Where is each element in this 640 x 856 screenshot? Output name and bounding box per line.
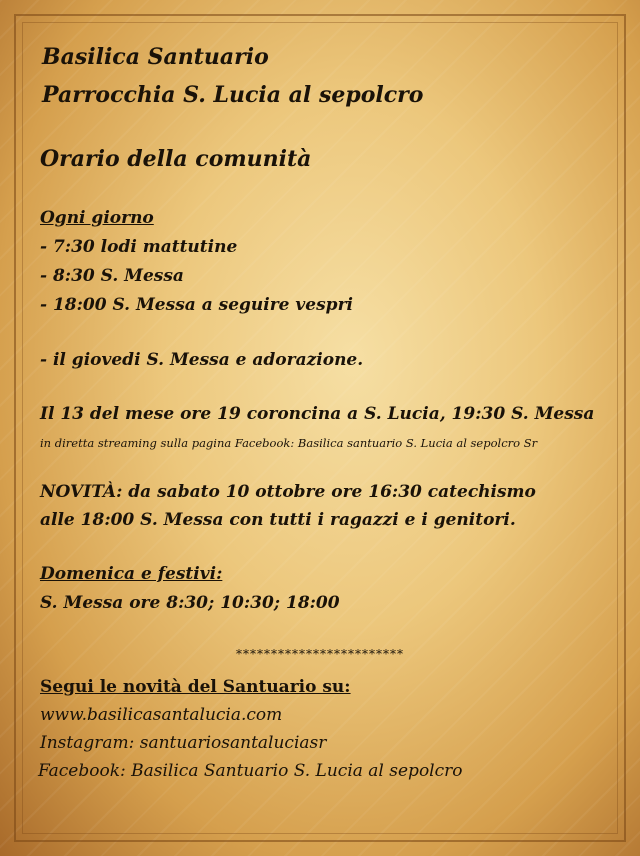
sunday-heading: Domenica e festivi: — [40, 564, 223, 584]
website-link[interactable]: www.basilicasantalucia.com — [40, 705, 283, 725]
follow-heading: Segui le novità del Santuario su: — [40, 677, 351, 697]
monthly-line: Il 13 del mese ore 19 coroncina a S. Lucia, 19:30 S. Messa — [40, 404, 595, 424]
daily-item-messa-830: - 8:30 S. Messa — [40, 266, 184, 286]
news-line2: alle 18:00 S. Messa con tutti i ragazzi e i genitori. — [40, 510, 516, 530]
sunday-masses: S. Messa ore 8:30; 10:30; 18:00 — [40, 593, 340, 613]
daily-heading: Ogni giorno — [40, 208, 154, 228]
header-title-line1: Basilica Santuario — [42, 44, 269, 70]
daily-item-lodi: - 7:30 lodi mattutine — [40, 237, 238, 257]
monthly-streaming-note: in diretta streaming sulla pagina Facebook: Basilica santuario S. Lucia al sepolcro Sr — [40, 436, 538, 450]
news-line1: NOVITÀ: da sabato 10 ottobre ore 16:30 catechismo — [40, 482, 536, 502]
daily-item-messa-1800: - 18:00 S. Messa a seguire vespri — [40, 295, 353, 315]
schedule-title: Orario della comunità — [40, 146, 312, 172]
instagram-line: Instagram: santuariosantaluciasr — [40, 733, 327, 753]
thursday-note: - il giovedi S. Messa e adorazione. — [40, 350, 364, 370]
facebook-line: Facebook: Basilica Santuario S. Lucia al sepolcro — [38, 761, 463, 781]
header-title-line2: Parrocchia S. Lucia al sepolcro — [42, 82, 424, 108]
separator-stars: ************************ — [236, 647, 404, 661]
